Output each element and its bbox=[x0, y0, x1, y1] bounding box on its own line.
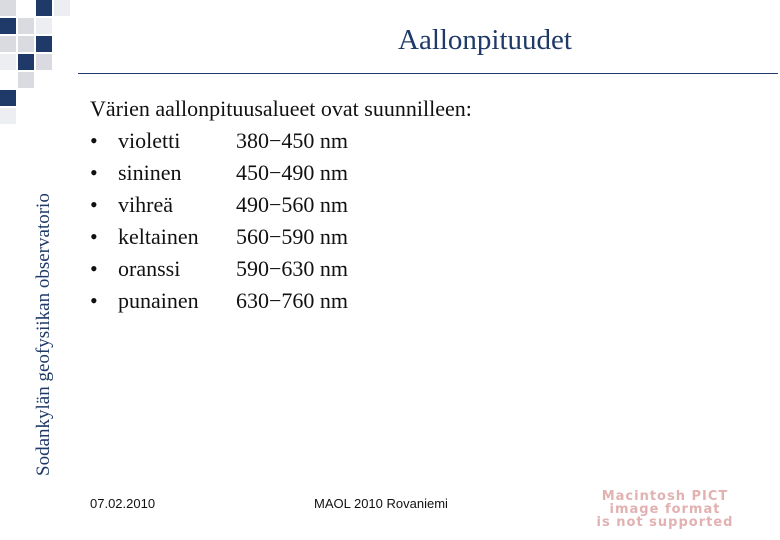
list-item bbox=[90, 128, 430, 160]
bullet: • bbox=[90, 128, 98, 153]
bullet: • bbox=[90, 160, 98, 185]
list-item bbox=[90, 256, 430, 288]
sidebar-organization-label: Sodankylän geofysiikan observatorio bbox=[33, 193, 54, 476]
wavelength-range: 380−450 nm bbox=[236, 128, 349, 153]
bullet: • bbox=[90, 192, 98, 217]
list-item bbox=[90, 160, 430, 192]
footer-date: 07.02.2010 bbox=[90, 496, 156, 511]
pict-notice-line: Macintosh PICT bbox=[601, 489, 729, 504]
intro-text: Värien aallonpituusalueet ovat suunnilleen: bbox=[90, 96, 472, 121]
pict-notice-line: image format bbox=[609, 502, 721, 517]
color-name: punainen bbox=[118, 288, 199, 313]
corner-squares-decoration bbox=[0, 0, 72, 140]
title-divider bbox=[78, 73, 778, 74]
color-name: oranssi bbox=[118, 256, 181, 281]
pict-notice-line: is not supported bbox=[596, 515, 734, 530]
list-item bbox=[90, 192, 430, 224]
list-item bbox=[90, 224, 430, 256]
color-name: violetti bbox=[118, 128, 181, 153]
wavelength-range: 630−760 nm bbox=[236, 288, 349, 313]
pict-unsupported-notice bbox=[552, 490, 778, 529]
slide-title: Aallonpituudet bbox=[398, 24, 572, 56]
bullet: • bbox=[90, 288, 98, 313]
bullet: • bbox=[90, 224, 98, 249]
wavelength-range: 590−630 nm bbox=[236, 256, 349, 281]
list-item bbox=[90, 288, 430, 320]
wavelength-list bbox=[90, 128, 430, 320]
wavelength-range: 490−560 nm bbox=[236, 192, 349, 217]
color-name: vihreä bbox=[118, 192, 173, 217]
color-name: sininen bbox=[118, 160, 182, 185]
wavelength-range: 450−490 nm bbox=[236, 160, 349, 185]
wavelength-range: 560−590 nm bbox=[236, 224, 349, 249]
footer-event: MAOL 2010 Rovaniemi bbox=[314, 496, 448, 511]
color-name: keltainen bbox=[118, 224, 199, 249]
bullet: • bbox=[90, 256, 98, 281]
